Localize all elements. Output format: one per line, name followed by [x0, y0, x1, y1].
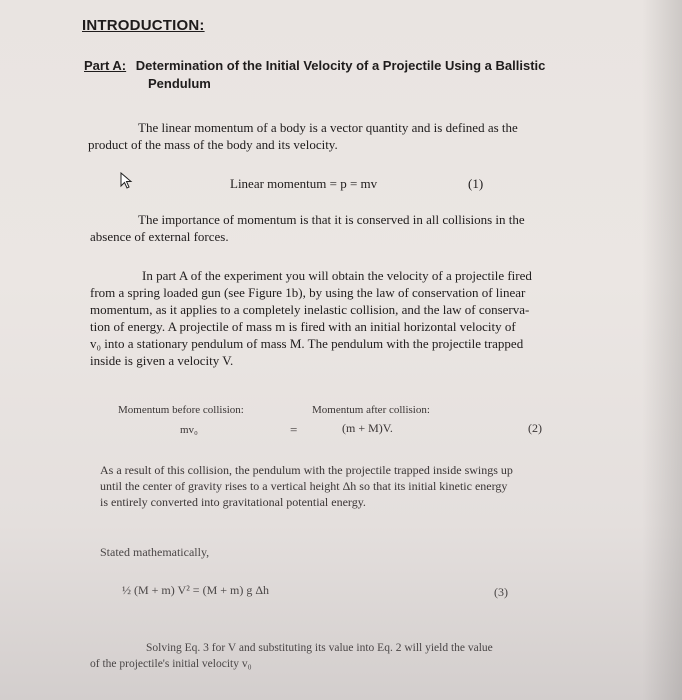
para5-line2: of the projectile's initial velocity v₀ — [90, 658, 252, 670]
para1-line2: product of the mass of the body and its velocity. — [88, 137, 338, 152]
part-a-title-line2: Pendulum — [148, 76, 211, 91]
mouse-cursor-icon — [120, 172, 134, 190]
para4-line2: until the center of gravity rises to a vertical height Δh so that its initial kinetic energy — [100, 479, 508, 493]
section-heading: INTRODUCTION: — [82, 17, 205, 34]
eq2-after-label: Momentum after collision: — [312, 404, 430, 416]
part-a-title-line1 — [84, 58, 545, 74]
eq2-equals: = — [290, 422, 298, 437]
para2-line1: The importance of momentum is that it is conserved in all collisions in the — [138, 212, 525, 227]
para4-line1: As a result of this collision, the pendulum with the projectile trapped inside swings up — [100, 463, 513, 477]
para3-line1: In part A of the experiment you will obtain the velocity of a projectile fired — [142, 268, 532, 283]
para3-line6: inside is given a velocity V. — [90, 353, 234, 368]
eq3-number: (3) — [494, 585, 508, 599]
part-a-title: Determination of the Initial Velocity of a Projectile Using a Ballistic — [135, 58, 546, 73]
para5-line1: Solving Eq. 3 for V and substituting its value into Eq. 2 will yield the value — [146, 642, 493, 654]
eq2-before-label: Momentum before collision: — [118, 404, 244, 416]
para1-line1: The linear momentum of a body is a vector quantity and is defined as the — [138, 120, 518, 135]
para2-line2: absence of external forces. — [90, 229, 229, 244]
eq2-before-value: mv₀ — [180, 424, 198, 436]
eq2-number: (2) — [528, 421, 542, 435]
para3-line4: tion of energy. A projectile of mass m is fired with an initial horizontal velocity of — [90, 319, 516, 334]
para3-line5: v₀ into a stationary pendulum of mass M. The pendulum with the projectile trapped — [90, 336, 524, 351]
part-a-label: Part A: — [84, 58, 127, 73]
eq1-text: Linear momentum = p = mv — [230, 176, 378, 191]
stated-mathematically: Stated mathematically, — [100, 545, 210, 559]
eq1-number: (1) — [468, 176, 484, 191]
para3-line3: momentum, as it applies to a completely inelastic collision, and the law of conserva- — [90, 302, 530, 317]
eq2-after-value: (m + M)V. — [342, 421, 393, 435]
para3-line2: from a spring loaded gun (see Figure 1b), by using the law of conservation of linear — [90, 285, 526, 300]
eq3-text: ½ (M + m) V² = (M + m) g Δh — [122, 583, 270, 597]
para4-line3: is entirely converted into gravitational potential energy. — [100, 495, 366, 509]
